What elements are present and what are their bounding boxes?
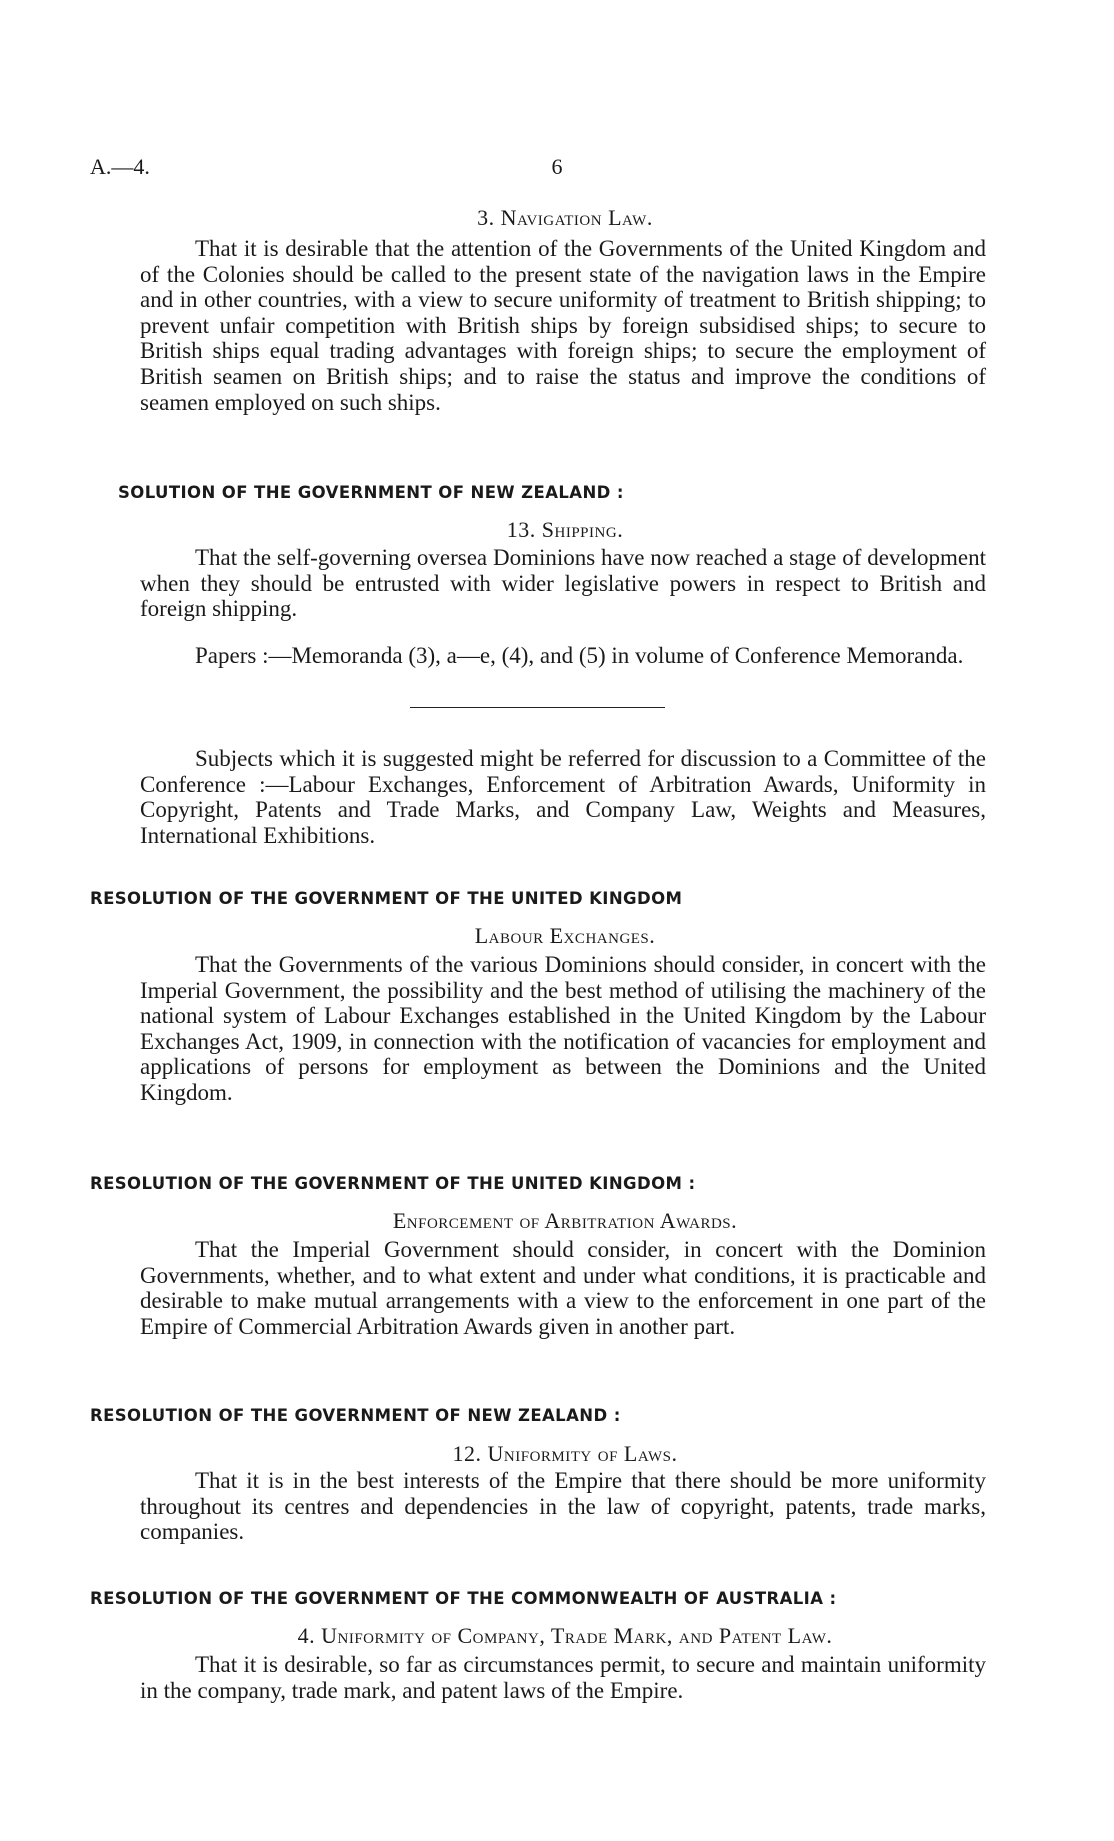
shipping-title: 13. Shipping. — [506, 517, 624, 542]
navigation-law-title: 3. Navigation Law. — [477, 205, 653, 230]
new-zealand-uniformity-heading: RESOLUTION OF THE GOVERNMENT OF NEW ZEALAND : — [90, 1406, 621, 1425]
new-zealand-shipping-heading: SOLUTION OF THE GOVERNMENT OF NEW ZEALAND : — [118, 483, 624, 502]
uniformity-of-laws-body: That it is in the best interests of the Empire that there should be more uniformity throughout its centres and dependencies in the law of copyright, patents, trade marks, companies. — [140, 1468, 986, 1545]
uk-labour-heading: RESOLUTION OF THE GOVERNMENT OF THE UNITED KINGDOM — [90, 889, 683, 908]
labour-exchanges-title: Labour Exchanges. — [474, 923, 656, 948]
uniformity-of-laws-title: 12. Uniformity of Laws. — [452, 1441, 678, 1466]
company-trade-mark-patent-body: That it is desirable, so far as circumstances permit, to secure and maintain uniformity in the company, trade mark, and patent laws of the Empire. — [140, 1652, 986, 1703]
australia-heading: RESOLUTION OF THE GOVERNMENT OF THE COMMONWEALTH OF AUSTRALIA : — [90, 1589, 837, 1608]
section-divider — [410, 707, 665, 708]
shipping-body: That the self-governing oversea Dominions have now reached a stage of development when they should be entrusted with wider legislative powers in respect to British and foreign shipping. — [140, 545, 986, 622]
uk-arbitration-heading: RESOLUTION OF THE GOVERNMENT OF THE UNITED KINGDOM : — [90, 1174, 696, 1193]
page-number: 6 — [551, 154, 563, 179]
arbitration-title: Enforcement of Arbitration Awards. — [392, 1208, 738, 1233]
navigation-law-body: That it is desirable that the attention of the Governments of the United Kingdom and of the Colonies should be called to the present state of the navigation laws in the Empire and in other countries, with a view to secure uniformity of treatment to British shipping; to prevent unfair competition with British ships by foreign subsidised ships; to secure to British ships equal trading advantages with foreign ships; to secure the employment of British seamen on British ships; and to raise the status and improve the conditions of seamen employed on such ships. — [140, 236, 986, 415]
document-reference: A.—4. — [90, 154, 150, 179]
subjects-paragraph: Subjects which it is suggested might be referred for discussion to a Committee of the Conference :—Labour Exchanges, Enforcement of Arbitration Awards, Uniformity in Copyright, Patents and Trade Marks, and Company Law, Weights and Measures, International Exhibitions. — [140, 746, 986, 848]
labour-exchanges-body: That the Governments of the various Dominions should consider, in concert with the Imperial Government, the possibility and the best method of utilising the machinery of the national system of Labour Exchanges established in the United Kingdom by the Labour Exchanges Act, 1909, in connection with the notification of vacancies for employment and applications of persons for employment as between the Dominions and the United Kingdom. — [140, 952, 986, 1105]
papers-note: Papers :—Memoranda (3), a—e, (4), and (5) in volume of Conference Memoranda. — [195, 643, 964, 668]
company-trade-mark-patent-title: 4. Uniformity of Company, Trade Mark, and Patent Law. — [297, 1623, 833, 1648]
arbitration-body: That the Imperial Government should consider, in concert with the Dominion Governments, whether, and to what extent and under what conditions, it is practicable and desirable to make mutual arrangements with a view to the enforcement in one part of the Empire of Commercial Arbitration Awards given in another part. — [140, 1237, 986, 1339]
